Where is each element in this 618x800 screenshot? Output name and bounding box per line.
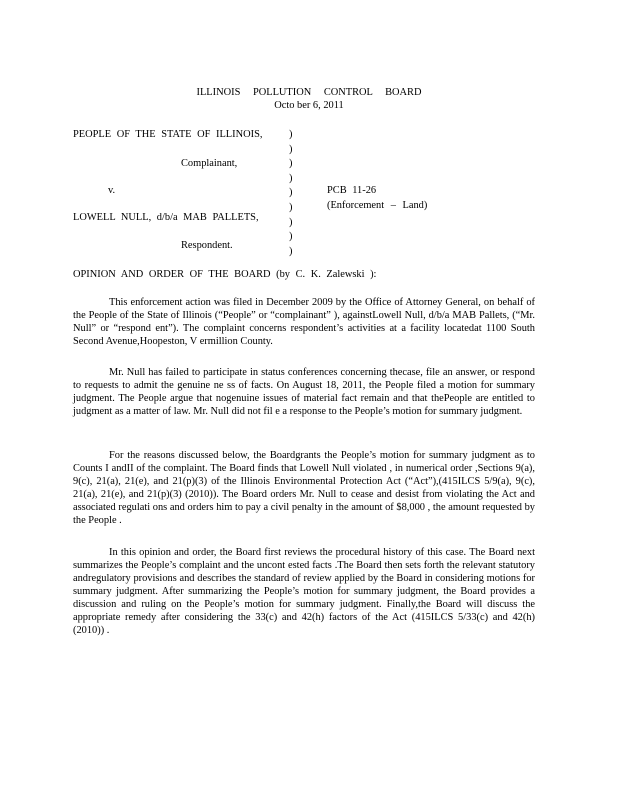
case-type: (Enforcement – Land) <box>327 200 428 211</box>
paragraph-failure-to-participate: Mr. Null has failed to participate in status conferences concerning thecase, file an answer, or respond to requests to admit the genuine ne ss of facts. On August 18, 2011, the People filed a motion for summary judgment. The People argue that nogenuine issues of material fact remain and that thePeople are entitled to judgment as a matter of law. Mr. Null did not fil e a response to the People’s motion for summary judgment. <box>73 367 535 417</box>
paragraph-ruling: For the reasons discussed below, the Boardgrants the People’s motion for summary judgment as to Counts I andII of the complaint. The Board finds that Lowell Null violated , in numerical order ,Sections 9(a), 9(c), 21(a), 21(e), and 21(p)(3) of the Illinois Environmental Protection Act (“Act”),(415ILCS 5/9(a), 9(c), 21(a), 21(e), and 21(p)(3) (2010)). The Board orders Mr. Null to cease and desist from violating the Act and associated regulati ons and orders him to pay a civil penalty in the amount of $8,000 , the amount requested by the People . <box>73 450 535 526</box>
paragraph-outline: In this opinion and order, the Board first reviews the procedural history of this case. The Board next summarizes the People’s complaint and the uncont ested facts .The Board then sets forth the relevant statutory andregulatory provisions and describes the standard of review applied by the Board in considering motions for summary judgment. After summarizing the People’s motion for summary judgment, the Board provides a discussion and ruling on the People’s motion for summary judgment. Finally,the Board will discuss the appropriate remedy after considering the 33(c) and 42(h) factors of the Act (415ILCS 5/33(c) and 42(h) (2010)) . <box>73 547 535 636</box>
paragraph-intro: This enforcement action was filed in December 2009 by the Office of Attorney General, on behalf of the People of the State of Illinois (“People” or “complainant” ), againstLowell Null, d/b/a MAB Pallets, (“Mr. Null” or “respond ent”). The complaint concerns respondent’s activities at a facility locatedat 1100 South Second Avenue,Hoopeston, V ermillion County. <box>73 297 535 347</box>
caption-respondent-name: LOWELL NULL, d/b/a MAB PALLETS, <box>73 212 259 223</box>
board-title: ILLINOIS POLLUTION CONTROL BOARD <box>196 87 422 98</box>
caption-versus: v. <box>108 185 116 196</box>
caption-parentheses: ) ) ) ) ) ) ) ) ) <box>289 129 293 257</box>
caption-complainant-label: Complainant, <box>181 158 238 169</box>
caption-petitioner: PEOPLE OF THE STATE OF ILLINOIS, <box>73 129 263 140</box>
caption-respondent-label: Respondent. <box>181 240 233 251</box>
opinion-title: OPINION AND ORDER OF THE BOARD (by C. K. Zalewski ): <box>73 269 377 280</box>
order-date: Octo ber 6, 2011 <box>274 100 344 111</box>
case-number: PCB 11-26 <box>327 185 377 196</box>
